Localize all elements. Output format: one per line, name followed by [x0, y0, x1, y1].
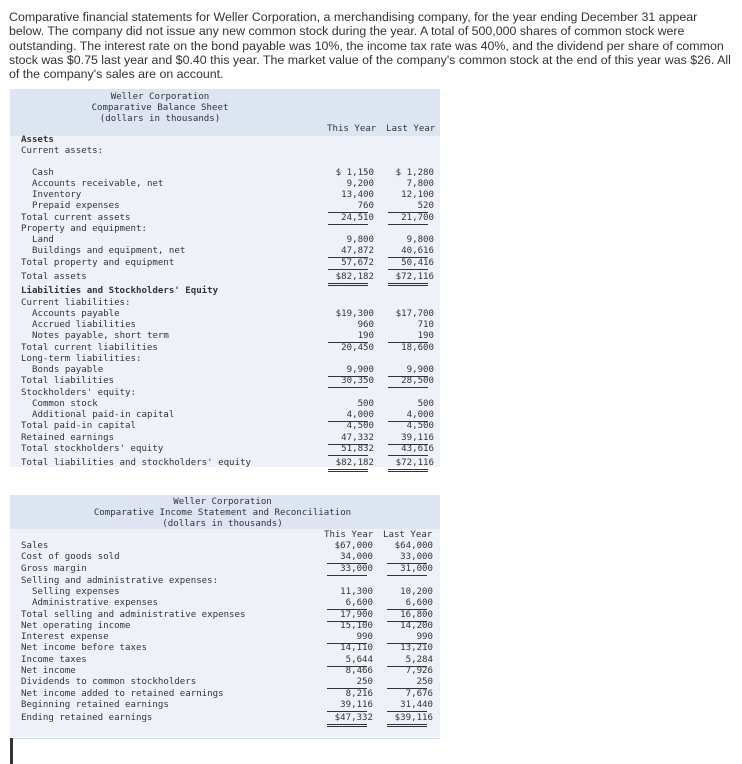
value-last-year: $72,116 — [395, 458, 434, 469]
value-last-year: 500 — [417, 398, 434, 409]
row-label: Retained earnings — [21, 432, 115, 443]
row-label: Total stockholders' equity — [21, 444, 164, 455]
value-last-year: 43,616 — [401, 444, 434, 455]
statement-title-line: Weller Corporation — [173, 497, 272, 507]
value-this-year: $82,182 — [335, 458, 374, 469]
value-last-year: 9,800 — [406, 235, 434, 246]
value-this-year: 9,800 — [346, 235, 374, 246]
value-this-year: $47,332 — [334, 713, 373, 724]
value-this-year: 14,110 — [340, 643, 373, 654]
row-label: Selling and administrative expenses: — [21, 575, 219, 586]
value-this-year: 5,644 — [345, 654, 373, 665]
value-this-year: 990 — [356, 632, 373, 643]
underline — [388, 269, 428, 270]
statement-title-line: (dollars in thousands) — [99, 114, 221, 124]
value-last-year: 18,600 — [401, 342, 434, 353]
value-this-year: 250 — [356, 677, 373, 688]
underline — [327, 726, 367, 727]
value-last-year: 190 — [417, 331, 434, 342]
underline — [328, 224, 368, 225]
row-label: Net operating income — [21, 620, 131, 631]
value-last-year: $64,000 — [394, 541, 433, 551]
row-label: Ending retained earnings — [21, 713, 153, 724]
value-this-year: 4,000 — [346, 410, 374, 421]
value-last-year: 40,616 — [401, 246, 434, 257]
row-label: Land — [32, 235, 54, 246]
column-header-this-year: This Year — [324, 530, 374, 540]
value-this-year: 20,450 — [341, 342, 374, 353]
underline — [388, 471, 428, 472]
row-label: Selling expenses — [32, 587, 120, 598]
row-label: Prepaid expenses — [32, 201, 120, 212]
underline — [387, 726, 427, 727]
value-this-year: 6,600 — [345, 598, 373, 609]
income-statement-panel — [10, 495, 440, 737]
value-this-year: $67,000 — [334, 541, 373, 551]
value-this-year: 13,400 — [341, 190, 374, 201]
value-last-year: $39,116 — [394, 713, 433, 724]
row-label: Administrative expenses — [32, 598, 158, 609]
value-last-year: $17,700 — [395, 308, 434, 319]
value-this-year: 190 — [357, 331, 374, 342]
value-last-year: 6,600 — [405, 598, 433, 609]
row-label: Property and equipment: — [21, 223, 147, 234]
row-label: Total selling and administrative expenses — [21, 609, 246, 620]
value-this-year: 47,872 — [341, 246, 374, 257]
underline — [387, 724, 427, 725]
row-label: Bonds payable — [32, 365, 104, 376]
row-label: Total paid-in capital — [21, 421, 136, 432]
underline — [387, 711, 427, 712]
column-header-last-year: Last Year — [386, 124, 436, 134]
underline — [388, 285, 428, 286]
row-label: Income taxes — [21, 654, 87, 665]
value-last-year: 33,000 — [400, 552, 433, 563]
intro-paragraph: Comparative financial statements for Weller Corporation, a merchandising company, for the year ending December 31 appear below. The company did not issue any new common stock during the year. A total of 500,000 shares of common stock were outstanding. The interest rate on the bond payable was 10%, the income tax rate was 40%, and the dividend per share of common stock was $0.75 last year and $0.40 this year. The market value of the company's common stock at the end of this year was $26. All of the company's sales are on account. — [9, 10, 731, 82]
statement-title-line: Comparative Balance Sheet — [91, 103, 229, 113]
value-this-year: 15,100 — [340, 620, 373, 631]
value-this-year: 9,200 — [346, 178, 374, 189]
value-this-year: 17,900 — [340, 609, 373, 620]
row-label: Accrued liabilities — [32, 320, 137, 331]
underline — [388, 455, 428, 456]
underline — [328, 269, 368, 270]
value-this-year: 39,116 — [340, 699, 373, 710]
row-label: Buildings and equipment, net — [32, 246, 186, 257]
underline — [388, 387, 428, 388]
balance-sheet-panel — [10, 89, 440, 467]
underline — [328, 283, 368, 284]
row-label: Total liabilities and stockholders' equity — [21, 458, 251, 469]
statement-title-line: Comparative Income Statement and Reconciliation — [93, 508, 352, 518]
underline — [328, 455, 368, 456]
row-label: Current liabilities: — [21, 297, 131, 308]
value-this-year: 33,000 — [340, 563, 373, 574]
value-last-year: 12,100 — [401, 190, 434, 201]
underline — [328, 387, 368, 388]
column-header-last-year: Last Year — [383, 530, 433, 540]
value-last-year: 4,000 — [406, 410, 434, 421]
row-label: Inventory — [32, 190, 82, 201]
value-last-year: 13,210 — [400, 643, 433, 654]
value-last-year: 5,284 — [405, 654, 433, 665]
value-this-year: $19,300 — [335, 308, 374, 319]
row-label: Total property and equipment — [21, 257, 175, 268]
statement-title-line: Weller Corporation — [110, 92, 210, 102]
value-last-year: 21,700 — [401, 212, 434, 223]
row-label: Beginning retained earnings — [21, 699, 169, 710]
value-last-year: $72,116 — [395, 271, 434, 282]
row-label: Total current assets — [21, 212, 131, 223]
underline — [388, 469, 428, 470]
underline — [328, 471, 368, 472]
value-last-year: 710 — [417, 320, 434, 331]
underline — [328, 469, 368, 470]
row-label: Gross margin — [21, 563, 87, 574]
row-label: Long-term liabilities: — [21, 353, 142, 364]
row-label: Net income added to retained earnings — [21, 688, 224, 699]
row-label: Net income before taxes — [21, 643, 147, 654]
value-last-year: $ 1,280 — [395, 167, 434, 178]
value-last-year: 9,900 — [406, 365, 434, 376]
value-this-year: 4,500 — [346, 421, 374, 432]
row-label: Total assets — [21, 271, 87, 282]
value-last-year: 990 — [416, 632, 433, 643]
underline — [327, 575, 367, 576]
row-label: Interest expense — [21, 632, 109, 643]
underline — [327, 724, 367, 725]
underline — [388, 283, 428, 284]
scroll-marker — [10, 738, 13, 764]
row-label: Notes payable, short term — [32, 331, 169, 342]
row-label: Assets — [21, 135, 54, 145]
value-last-year: 14,200 — [400, 620, 433, 631]
underline — [327, 711, 367, 712]
column-header-this-year: This Year — [327, 124, 377, 134]
next-section-divider — [13, 738, 440, 739]
row-label: Net income — [21, 665, 76, 676]
value-last-year: 31,440 — [400, 699, 433, 710]
row-label: Liabilities and Stockholders' Equity — [21, 286, 219, 297]
row-label: Stockholders' equity: — [21, 387, 136, 398]
value-last-year: 16,800 — [400, 609, 433, 620]
value-last-year: 28,500 — [401, 376, 434, 387]
row-label: Common stock — [32, 398, 98, 409]
row-label: Total current liabilities — [21, 342, 158, 353]
value-last-year: 39,116 — [401, 432, 434, 443]
statement-title-line: (dollars in thousands) — [162, 519, 283, 529]
value-this-year: 760 — [357, 201, 374, 212]
value-this-year: 8,216 — [345, 688, 373, 699]
value-this-year: 47,332 — [341, 432, 374, 443]
value-last-year: 50,416 — [401, 257, 434, 268]
row-label: Accounts payable — [32, 308, 120, 319]
value-last-year: 7,676 — [405, 688, 433, 699]
row-label: Current assets: — [21, 146, 104, 157]
row-label: Total liabilities — [21, 376, 115, 387]
value-this-year: $ 1,150 — [335, 167, 374, 178]
row-label: Sales — [21, 541, 49, 551]
value-this-year: 30,350 — [341, 376, 374, 387]
value-last-year: 250 — [416, 677, 433, 688]
value-this-year: 34,000 — [340, 552, 373, 563]
value-last-year: 4,500 — [406, 421, 434, 432]
value-this-year: 500 — [357, 398, 374, 409]
value-last-year: 7,926 — [405, 665, 433, 676]
value-this-year: 24,510 — [341, 212, 374, 223]
value-this-year: $82,182 — [335, 271, 374, 282]
value-this-year: 57,672 — [341, 257, 374, 268]
value-last-year: 520 — [417, 201, 434, 212]
value-last-year: 7,800 — [406, 178, 434, 189]
underline — [388, 224, 428, 225]
value-this-year: 51,832 — [341, 444, 374, 455]
value-last-year: 31,000 — [400, 563, 433, 574]
value-this-year: 8,466 — [345, 665, 373, 676]
value-this-year: 11,300 — [340, 587, 373, 598]
value-last-year: 10,200 — [400, 587, 433, 598]
value-this-year: 9,900 — [346, 365, 374, 376]
row-label: Dividends to common stockholders — [21, 677, 197, 688]
value-this-year: 960 — [357, 320, 374, 331]
underline — [387, 575, 427, 576]
row-label: Cost of goods sold — [21, 552, 120, 563]
row-label: Additional paid-in capital — [32, 410, 175, 421]
row-label: Cash — [32, 167, 54, 178]
underline — [328, 285, 368, 286]
row-label: Accounts receivable, net — [32, 178, 164, 189]
